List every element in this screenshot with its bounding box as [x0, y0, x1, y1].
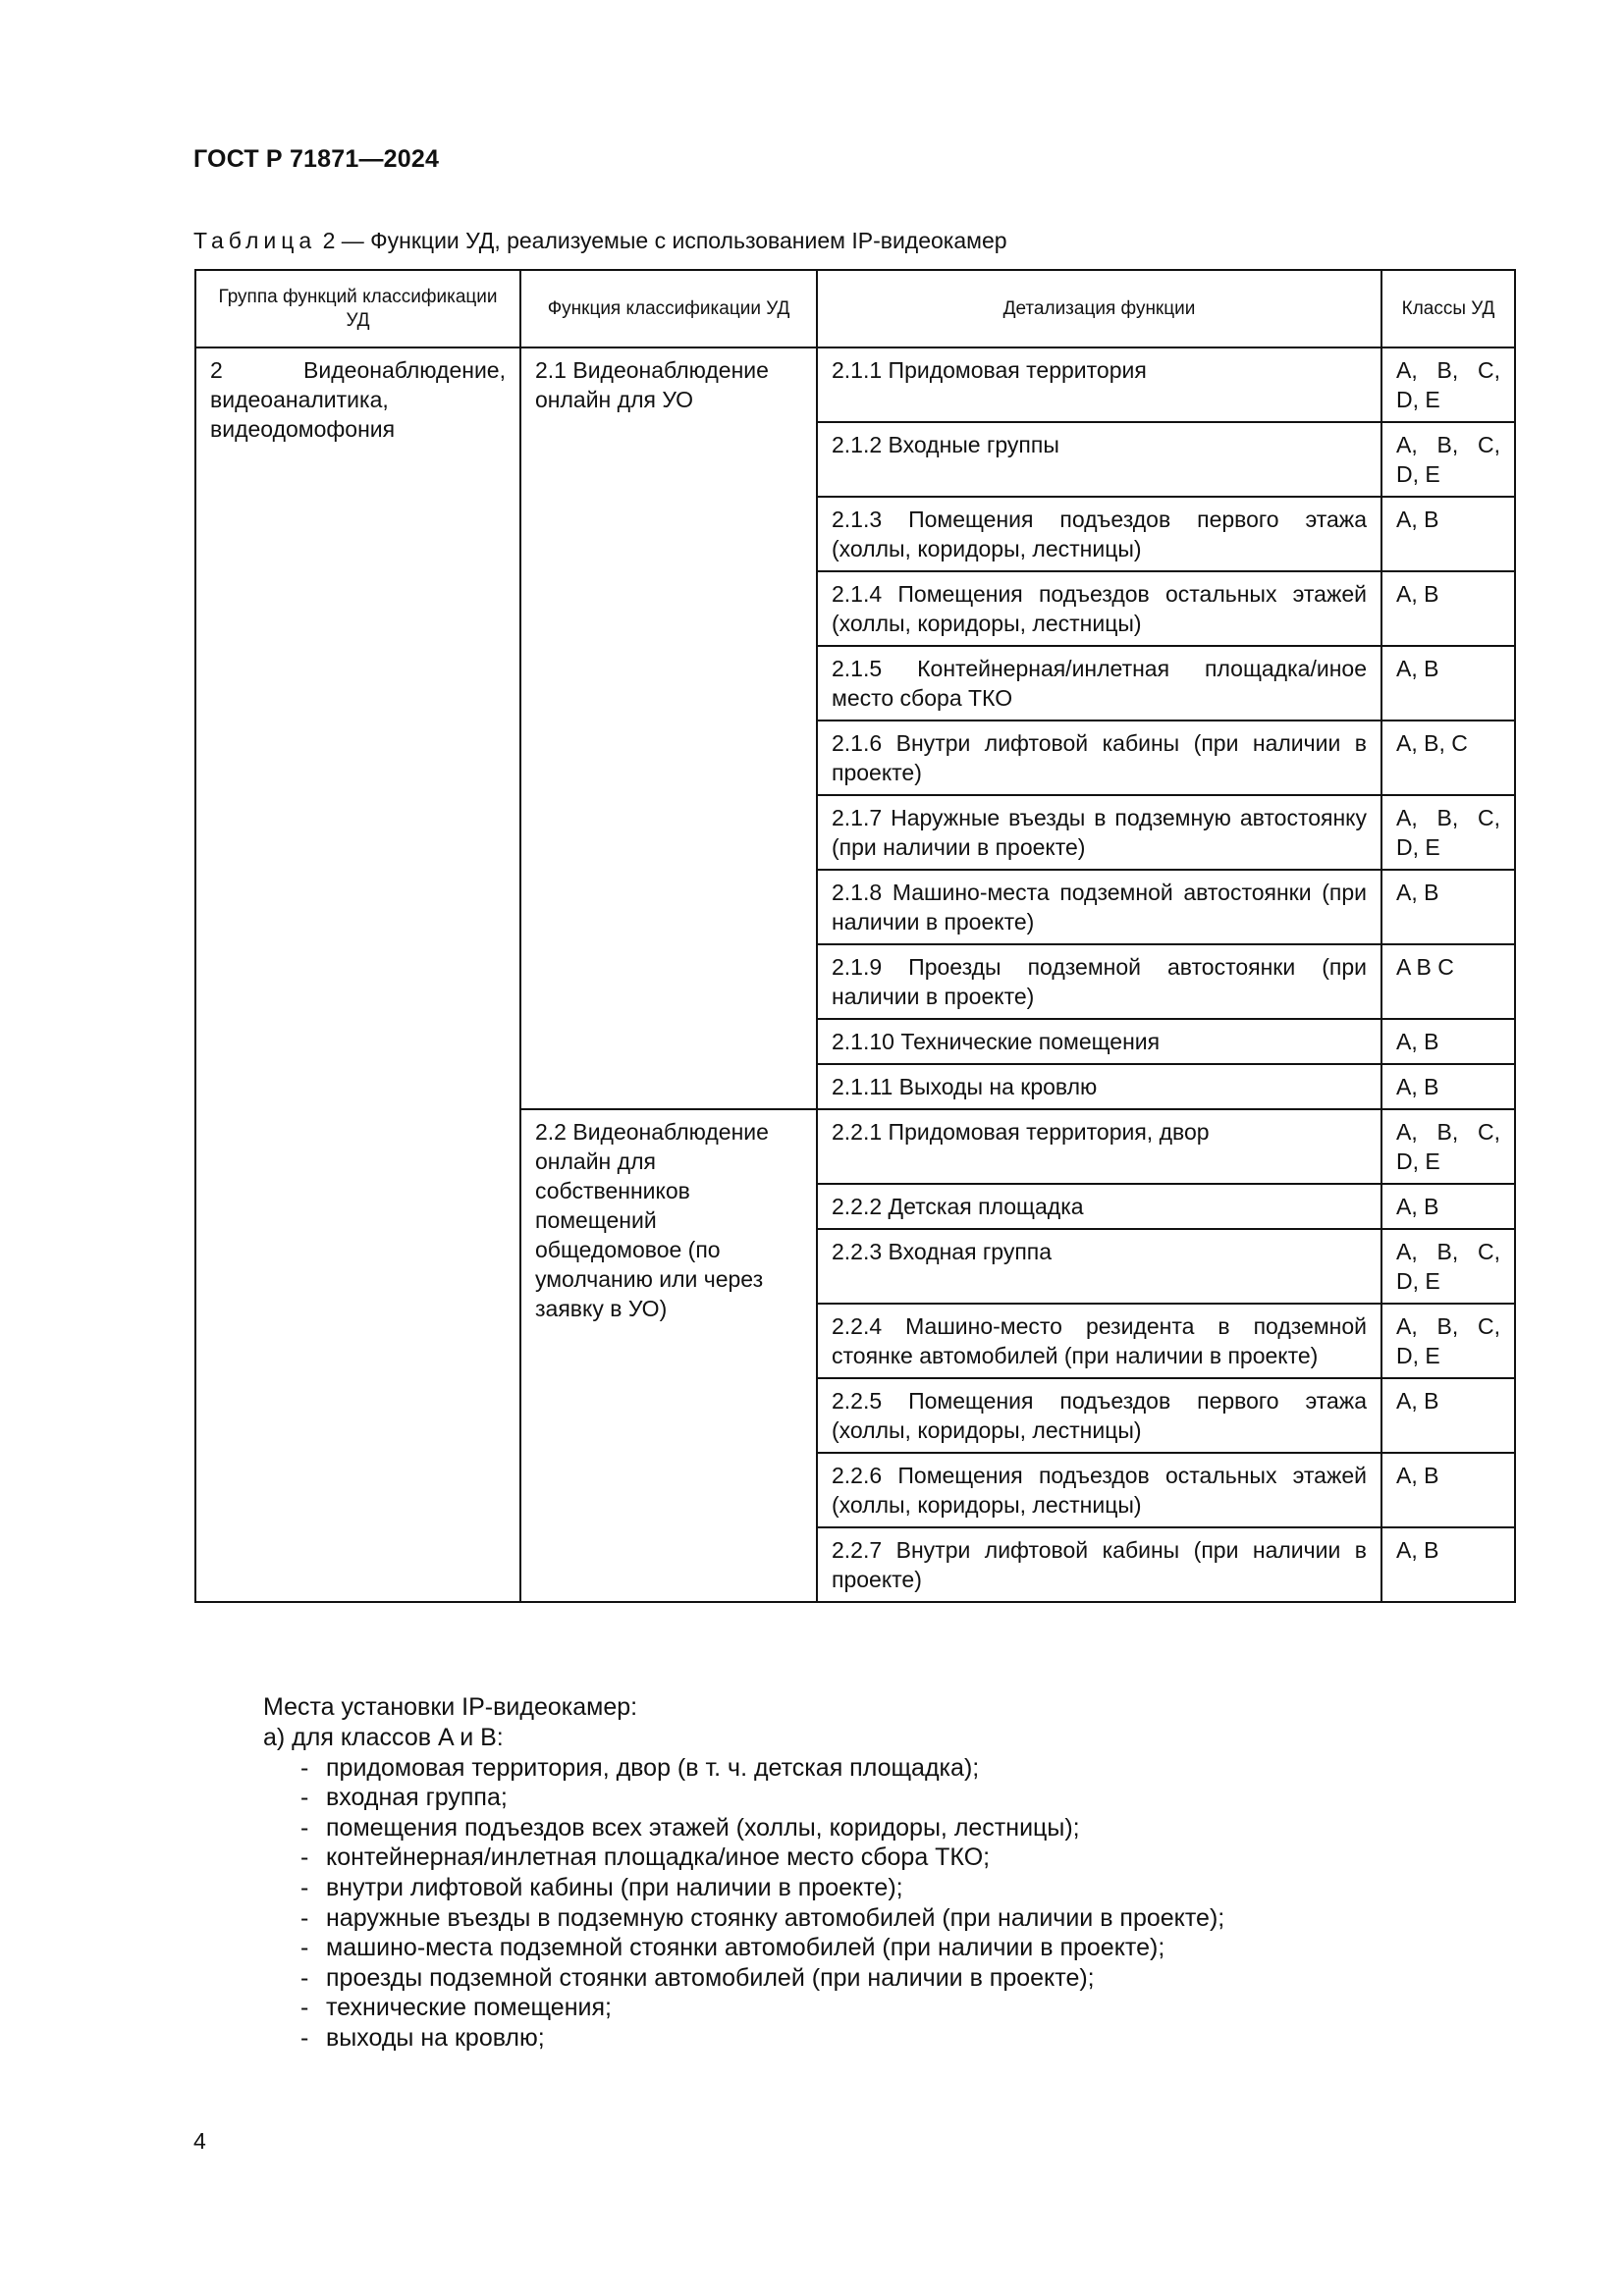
- bullet-marker: -: [300, 1813, 309, 1842]
- list-item-text: проезды подземной стоянки автомобилей (при наличии в проекте);: [326, 1963, 1095, 1992]
- detail-cell: 2.1.5 Контейнерная/инлетная площадка/иное место сбора ТКО: [817, 646, 1381, 721]
- classes-cell: A, B, C, D, E: [1381, 1109, 1515, 1184]
- classes-cell: A, B: [1381, 1453, 1515, 1527]
- page-number: 4: [193, 2128, 206, 2154]
- list-item-text: входная группа;: [326, 1784, 508, 1812]
- detail-cell: 2.1.11 Выходы на кровлю: [817, 1064, 1381, 1109]
- classes-cell: A, B, C: [1381, 721, 1515, 795]
- bullet-marker: -: [300, 1994, 309, 2022]
- detail-cell: 2.2.7 Внутри лифтовой кабины (при наличии в проекте): [817, 1527, 1381, 1602]
- column-header: Группа функций классификации УД: [195, 270, 520, 347]
- column-header: Функция классификации УД: [520, 270, 817, 347]
- table-caption-text: 2 — Функции УД, реализуемые с использованием IP-видеокамер: [316, 228, 1007, 253]
- list-item-text: технические помещения;: [326, 1994, 612, 2022]
- bullet-marker: -: [300, 1903, 309, 1932]
- bullet-marker: -: [300, 1843, 309, 1872]
- detail-cell: 2.1.1 Придомовая территория: [817, 347, 1381, 422]
- classes-cell: A, B, C, D, E: [1381, 422, 1515, 497]
- list-item-text: помещения подъездов всех этажей (холлы, коридоры, лестницы);: [326, 1813, 1080, 1842]
- installation-places-list: [263, 1723, 1224, 2054]
- list-item: [263, 1903, 1224, 1934]
- document-code: ГОСТ Р 71871—2024: [193, 145, 440, 173]
- classes-cell: A, B: [1381, 497, 1515, 571]
- bullet-marker: -: [300, 1784, 309, 1812]
- classes-cell: A, B: [1381, 1019, 1515, 1064]
- classes-cell: A, B: [1381, 870, 1515, 944]
- list-item-text: придомовая территория, двор (в т. ч. детская площадка);: [326, 1753, 980, 1782]
- list-item: [263, 2023, 1224, 2054]
- detail-cell: 2.1.4 Помещения подъездов остальных этажей (холлы, коридоры, лестницы): [817, 571, 1381, 646]
- classes-cell: A B C: [1381, 944, 1515, 1019]
- detail-cell: 2.2.4 Машино-место резидента в подземной стоянке автомобилей (при наличии в проекте): [817, 1304, 1381, 1378]
- list-item: [263, 1873, 1224, 1903]
- classes-cell: A, B: [1381, 1527, 1515, 1602]
- detail-cell: 2.1.3 Помещения подъездов первого этажа (холлы, коридоры, лестницы): [817, 497, 1381, 571]
- list-item: [263, 1993, 1224, 2023]
- table-row: [195, 347, 1515, 422]
- table-caption-label: Таблица: [193, 228, 317, 253]
- detail-cell: 2.1.7 Наружные въезды в подземную автостоянку (при наличии в проекте): [817, 795, 1381, 870]
- detail-cell: 2.1.9 Проезды подземной автостоянки (при наличии в проекте): [817, 944, 1381, 1019]
- list-item: [263, 1753, 1224, 1784]
- detail-cell: 2.2.6 Помещения подъездов остальных этажей (холлы, коридоры, лестницы): [817, 1453, 1381, 1527]
- list-item-a: а) для классов A и B:: [263, 1724, 504, 1751]
- classes-cell: A, B: [1381, 571, 1515, 646]
- list-item: [263, 1813, 1224, 1843]
- classes-cell: A, B, C, D, E: [1381, 1304, 1515, 1378]
- list-item-text: наружные въезды в подземную стоянку автомобилей (при наличии в проекте);: [326, 1903, 1225, 1932]
- function-cell: 2.2 Видеонаблюдение онлайн для собственников помещений общедомовое (по умолчанию или через заявку в УО): [520, 1109, 817, 1602]
- detail-cell: 2.1.2 Входные группы: [817, 422, 1381, 497]
- classes-cell: A, B: [1381, 1184, 1515, 1229]
- function-cell: 2.1 Видеонаблюдение онлайн для УО: [520, 347, 817, 1109]
- detail-cell: 2.2.3 Входная группа: [817, 1229, 1381, 1304]
- installation-places-lead: Места установки IP-видеокамер:: [263, 1693, 638, 1721]
- bullet-marker: -: [300, 1873, 309, 1901]
- bullet-marker: -: [300, 1963, 309, 1992]
- classes-cell: A, B: [1381, 1378, 1515, 1453]
- bullet-marker: -: [300, 1934, 309, 1962]
- detail-cell: 2.2.2 Детская площадка: [817, 1184, 1381, 1229]
- list-item: [263, 1842, 1224, 1873]
- bullet-marker: -: [300, 2023, 309, 2052]
- detail-cell: 2.1.10 Технические помещения: [817, 1019, 1381, 1064]
- list-item-text: выходы на кровлю;: [326, 2023, 545, 2052]
- group-cell: 2 Видеонаблюдение, видеоаналитика, видеодомофония: [195, 347, 520, 1602]
- table-header-row: [195, 270, 1515, 347]
- detail-cell: 2.2.1 Придомовая территория, двор: [817, 1109, 1381, 1184]
- list-item-text: контейнерная/инлетная площадка/иное место сбора ТКО;: [326, 1843, 991, 1872]
- table-caption: [193, 228, 1007, 254]
- detail-cell: 2.1.8 Машино-места подземной автостоянки (при наличии в проекте): [817, 870, 1381, 944]
- detail-cell: 2.1.6 Внутри лифтовой кабины (при наличии в проекте): [817, 721, 1381, 795]
- bullet-marker: -: [300, 1753, 309, 1782]
- detail-cell: 2.2.5 Помещения подъездов первого этажа (холлы, коридоры, лестницы): [817, 1378, 1381, 1453]
- column-header: Детализация функции: [817, 270, 1381, 347]
- list-item: [263, 1933, 1224, 1963]
- list-item-text: машино-места подземной стоянки автомобилей (при наличии в проекте);: [326, 1934, 1165, 1962]
- classes-cell: A, B, C, D, E: [1381, 347, 1515, 422]
- classes-cell: A, B: [1381, 1064, 1515, 1109]
- classes-cell: A, B, C, D, E: [1381, 795, 1515, 870]
- classes-cell: A, B, C, D, E: [1381, 1229, 1515, 1304]
- list-item: [263, 1963, 1224, 1994]
- functions-table: [194, 269, 1516, 1603]
- column-header: Классы УД: [1381, 270, 1515, 347]
- list-item: [263, 1783, 1224, 1813]
- list-item-text: внутри лифтовой кабины (при наличии в проекте);: [326, 1873, 903, 1901]
- classes-cell: A, B: [1381, 646, 1515, 721]
